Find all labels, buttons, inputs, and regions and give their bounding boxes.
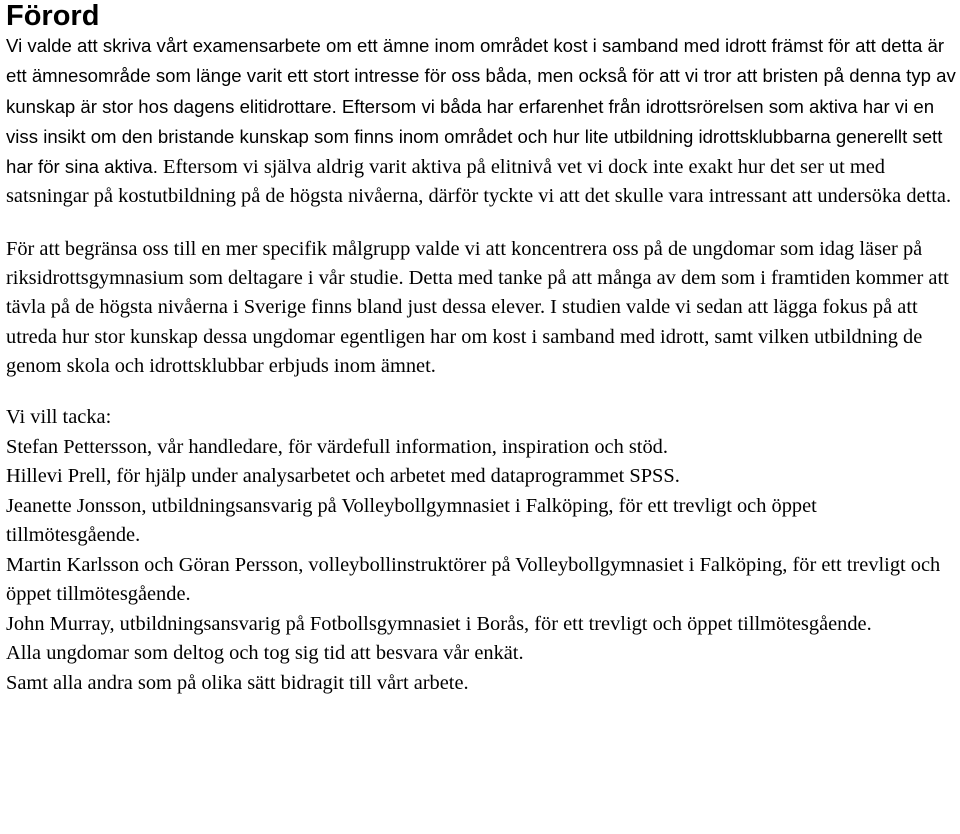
paragraph-target-group: För att begränsa oss till en mer specifik målgrupp valde vi att koncentrera oss på de ungdomar som idag läser på riksidrottsgymnasium som deltagare i vår studie. Detta med tanke på att många av dem som i framtiden kommer att tävla på de högsta nivåerna i Sverige finns bland just dessa elever. I studien valde vi sedan att lägga fokus på att utreda hur stor kunskap dessa ungdomar egentligen har om kost i samband med idrott, samt vilken utbildning de genom skola och idrottsklubbar erbjuds inom ämnet. xyxy=(6,237,949,377)
paragraph-spacer xyxy=(6,212,956,235)
acknowledgements-heading: Vi vill tacka: xyxy=(6,406,112,429)
paragraph-intro-sans-text: Vi valde att skriva vårt examensarbete om ett ämne inom området kost i samband med idrott främst för att detta är ett ämnesområde som länge varit ett stort intresse för oss båda, men också för att vi tror att bristen på denna typ av kunskap är stor hos dagens elitidrottare. Eftersom vi båda har erfarenhet från idrottsrörelsen som aktiva har vi en viss insikt om den bristande kunskap som finns inom området och hur lite utbildning idrottsklubbarna generellt sett har för sina aktiva. xyxy=(6,35,956,178)
acknowledgement-item: Martin Karlsson och Göran Persson, volleybollinstruktörer på Volleybollgymnasiet i Falköping, för ett trevligt och öppet tillmötesgående. xyxy=(6,553,941,606)
acknowledgement-item: Hillevi Prell, för hjälp under analysarbetet och arbetet med dataprogrammet SPSS. xyxy=(6,465,680,488)
acknowledgement-item: Jeanette Jonsson, utbildningsansvarig på Volleybollgymnasiet i Falköping, för ett trevligt och öppet tillmötesgående. xyxy=(6,494,817,547)
paragraph-spacer xyxy=(6,381,956,403)
paragraph-intro-serif-text: Eftersom vi själva aldrig varit aktiva på elitnivå vet vi dock inte exakt hur det ser ut med satsningar på kostutbildning på de högsta nivåerna, därför tyckte vi att det skulle vara intressant att undersöka detta. xyxy=(6,156,952,208)
page-title: Förord xyxy=(6,0,100,32)
acknowledgements-section xyxy=(6,403,956,698)
acknowledgement-item: Stefan Pettersson, vår handledare, för värdefull information, inspiration och stöd. xyxy=(6,435,668,458)
paragraph-intro xyxy=(6,31,956,212)
acknowledgement-item: Samt alla andra som på olika sätt bidragit till vårt arbete. xyxy=(6,671,469,694)
acknowledgement-item: John Murray, utbildningsansvarig på Fotbollsgymnasiet i Borås, för ett trevligt och öppet tillmötesgående. xyxy=(6,612,872,635)
acknowledgement-item: Alla ungdomar som deltog och tog sig tid att besvara vår enkät. xyxy=(6,642,524,665)
